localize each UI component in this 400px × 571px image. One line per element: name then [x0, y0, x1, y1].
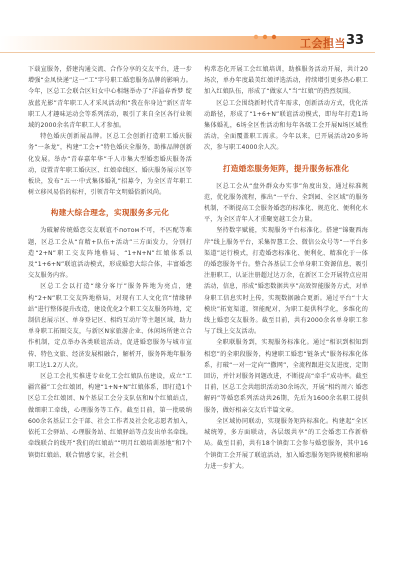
- body-paragraph: 全区域协同联动，实现服务矩阵标准化。构建起“全区城统筹，多方面联动，各层级共享”的工会婚恋工作新格局。截至目前，共有18个镇街工会参与婚恋服务，其中16个镇街工会开展了联谊活动，加入婚恋服务矩阵规模和影响力进一步扩大。: [204, 417, 368, 470]
- body-paragraph: 构常态化开展工会红娘培训，助推服务活动开展，共计20场次，单办年度最美红娘评选活动，持续增引更多热心职工加入红娘队伍，形成了“做家人”当“红娘”的热烈氛围。: [204, 66, 368, 96]
- body-paragraph: 区总工会从“盘外群众办实事”角度出发，通过标准规范，优化服务流程，推出“一平台、全到园、全区域”的服务机制，不断提高工会服务婚恋的标准化、规范化、便利化水平，为全区青年人才重聚宽越工会力量。: [204, 182, 368, 224]
- section-heading: 打造婚恋服务矩阵，提升服务标准化: [222, 163, 350, 173]
- page-number: 33: [346, 33, 365, 48]
- body-paragraph: 区总工会以打造“缘分客厅”服务阵地为亮点，建构“2+N”职工交友阵地格局，对现有工人文化宫“情缘驿站”进行整体提升改造，建设优化2个职工交友服务阵地，定制信息展示区、单身登记区、相约互动厅等主题区域，助力单身职工拓圈交友，与新区N家旅游企业、休闲场所建立合作机制，定点举办各类联谊活动，促进婚恋服务与城市宣传、特色文旅、经济发展相融合，解析开，服务阵地年服务职工达1.2万人次。: [28, 283, 192, 369]
- body-paragraph: 区总工会扎实推进专业化工会红娘队伍建设，成立“工疆宫疆”工会红娘团，构建“1+N+N”红娘体系，即打造1个区总工会红娘团、N个基层工会分支队伍和N个红娘站点，做细职工牵线，心理服务等工作。截至目前，第一批吸纳600余名基层工会干部、社会工作者及社会化志愿者加入，依托工会驿站、心理服务站、红娘驿站等点发出单名牵线。牵线联合的线开“我们的红娘站”“明月红娘培训基地”和7个镇街红娘站、联合情感专家，社会机: [28, 373, 192, 459]
- right-column: [204, 64, 368, 472]
- left-column: [28, 64, 192, 461]
- body-paragraph: 坚持数字赋能，实现服务平台标准化。搭建“锦聚西海岸”线上服务平台，采集智慧工会、微信公众号等“一平台多渠道”运行模式，打造婚恋标准化、便利化、精准化于一体的婚恋服务平台。整合各基层工会单身职工资源信息，吸引注册职工，认证注册超过达万余，在新区工会开展特点应用活动，信息，形成“婚恋数据共享”高效智能服务方式，对单身职工信息实时上传，实现数据融合更新。通过平台“十大模块”拓宽渠道，智能配对，为职工提供科学化，多维化的线上婚恋交友服务。截至目前，共有2000余名单身职工参与了线上交友活动。: [204, 227, 368, 336]
- header-divider: [0, 52, 375, 53]
- body-paragraph: 特色婚庆创新展品牌。区总工会创新打造职工婚庆服务“一条龙”，构建“工会+”特色婚庆全服务，助推品牌创新化发展。举办“青春嘉年华”千人市集大型婚恋婚庆服务活动，设置青年职工婚庆区、红娘牵线区、婚庆服务展示区等板块，发布“五一·中式集体婚礼”招募令，为全区青年职工树立移风易俗的标杆，引领青年文明婚俗新风尚。: [28, 133, 192, 197]
- body-paragraph: 下载宣服务，搭建沟通交流、合作分享的交友平台，进一步增强“金凤快递”这一“工”字号职工婚恋服务品牌的影响力。今年，区总工会联合区妇女中心相继举办了“洋溢春香梦 绽放蓝光影”青年职工人才采风活动和“我在你身边”新区青年职工人才趣味运动会等系列活动，吸引了来自全区各行业领域的2000余名青年职工人才参加。: [28, 66, 192, 130]
- body-paragraph: 为破解传统婚恋交友联谊不потом不可，不匹配等难题，区总工会从“育精+队伍+活动”三方面发力，分别打造“2+N”职工交友阵地格局、“1+N+N”红娘体系以及“1+6+N”联谊活动模式，形成婚恋大综合体，丰富婚恋交友服务内容。: [28, 227, 192, 280]
- body-paragraph: 区总工会围绕新时代青年需求，创新活动方式，优化活动路径，形成了“1+6+N”联谊活动模式，即每年打造1场集体婚礼，6场全区性活动和每年各级工会开展N场区域性活动，全面覆盖职工需求。今年以来，已开展活动20多场次，参与职工4000余人次。: [204, 99, 368, 152]
- header-gradient-bar: [0, 36, 330, 50]
- section-heading: 构建大综合理念，实现服务多元化: [50, 208, 170, 218]
- section-title: 工会担当: [300, 37, 346, 50]
- body-paragraph: 全职联服务到，实现服务标准化。通过“相识到相知到相恋”的全职段服务，构建职工婚恋“链条式”服务标准化体系，打破“一对一定向”“撒网”，全流程跟进交友进度，定期回访，并针对服务问题改进，不断提高“牵手”成功率。截至目前，区总工会共组织活动30余场次，开展“相约周六 婚恋解码”等婚恋系列活动共26期，先后为1600余名职工提供服务，做好相亲交友后半篇文章。: [204, 339, 368, 414]
- header-ornament-icon: [250, 30, 280, 44]
